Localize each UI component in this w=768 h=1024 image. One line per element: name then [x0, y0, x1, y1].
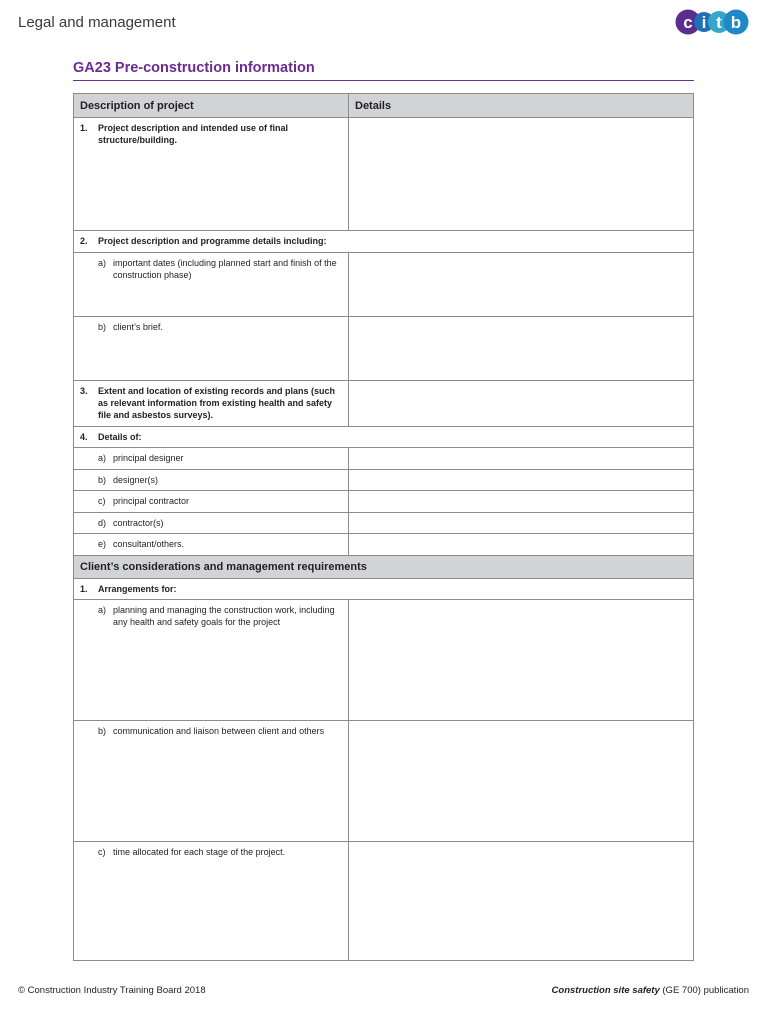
svg-text:i: i	[701, 13, 707, 32]
s2-row-1a-label: a) planning and managing the construction work, including any health and safety goals for the project	[74, 600, 349, 721]
s2-row-1b-label: b) communication and liaison between client and others	[74, 721, 349, 842]
svg-text:b: b	[730, 13, 742, 32]
row-2a-label: a) important dates (including planned start and finish of the construction phase)	[74, 253, 349, 317]
row-4c-label: c) principal contractor	[74, 491, 349, 513]
row-4a-label: a) principal designer	[74, 448, 349, 470]
s2-row-1b-details-field[interactable]	[349, 721, 693, 842]
row-4-label: 4. Details of:	[74, 427, 693, 448]
s2-row-1c-details-field[interactable]	[349, 842, 693, 961]
publication-suffix: (GE 700) publication	[659, 985, 749, 996]
footer-publication	[552, 985, 749, 996]
row-3-details-field[interactable]	[349, 381, 693, 427]
section-title: Legal and management	[18, 14, 176, 31]
row-4d-label: d) contractor(s)	[74, 513, 349, 534]
row-4b-details-field[interactable]	[349, 470, 693, 491]
svg-text:c: c	[683, 13, 693, 32]
publication-title: Construction site safety	[551, 985, 660, 996]
title-divider	[73, 80, 694, 81]
row-2a-details-field[interactable]	[349, 253, 693, 317]
s2-row-1a-details-field[interactable]	[349, 600, 693, 721]
row-4e-label: e) consultant/others.	[74, 534, 349, 556]
column-header-details: Details	[349, 94, 693, 118]
s2-row-1-label: 1. Arrangements for:	[74, 579, 693, 600]
row-4d-details-field[interactable]	[349, 513, 693, 534]
row-2b-details-field[interactable]	[349, 317, 693, 381]
row-4b-label: b) designer(s)	[74, 470, 349, 491]
row-4c-details-field[interactable]	[349, 491, 693, 513]
row-3-label: 3. Extent and location of existing records and plans (such as relevant information from existing health and safety file and asbestos surveys).	[74, 381, 349, 427]
citb-logo	[675, 8, 749, 36]
row-2b-label: b) client’s brief.	[74, 317, 349, 381]
column-header-description: Description of project	[74, 94, 349, 118]
row-4a-details-field[interactable]	[349, 448, 693, 470]
pre-construction-form	[73, 93, 694, 961]
footer-copyright: © Construction Industry Training Board 2018	[18, 985, 206, 996]
svg-text:t: t	[716, 13, 722, 32]
s2-row-1c-label: c) time allocated for each stage of the project.	[74, 842, 349, 961]
row-2-label: 2. Project description and programme details including:	[74, 231, 693, 253]
section-header-client-considerations: Client’s considerations and management requirements	[74, 556, 693, 579]
row-1-details-field[interactable]	[349, 118, 693, 231]
row-4e-details-field[interactable]	[349, 534, 693, 556]
row-1-label: 1. Project description and intended use of final structure/building.	[74, 118, 349, 231]
document-title: GA23 Pre-construction information	[73, 60, 315, 76]
